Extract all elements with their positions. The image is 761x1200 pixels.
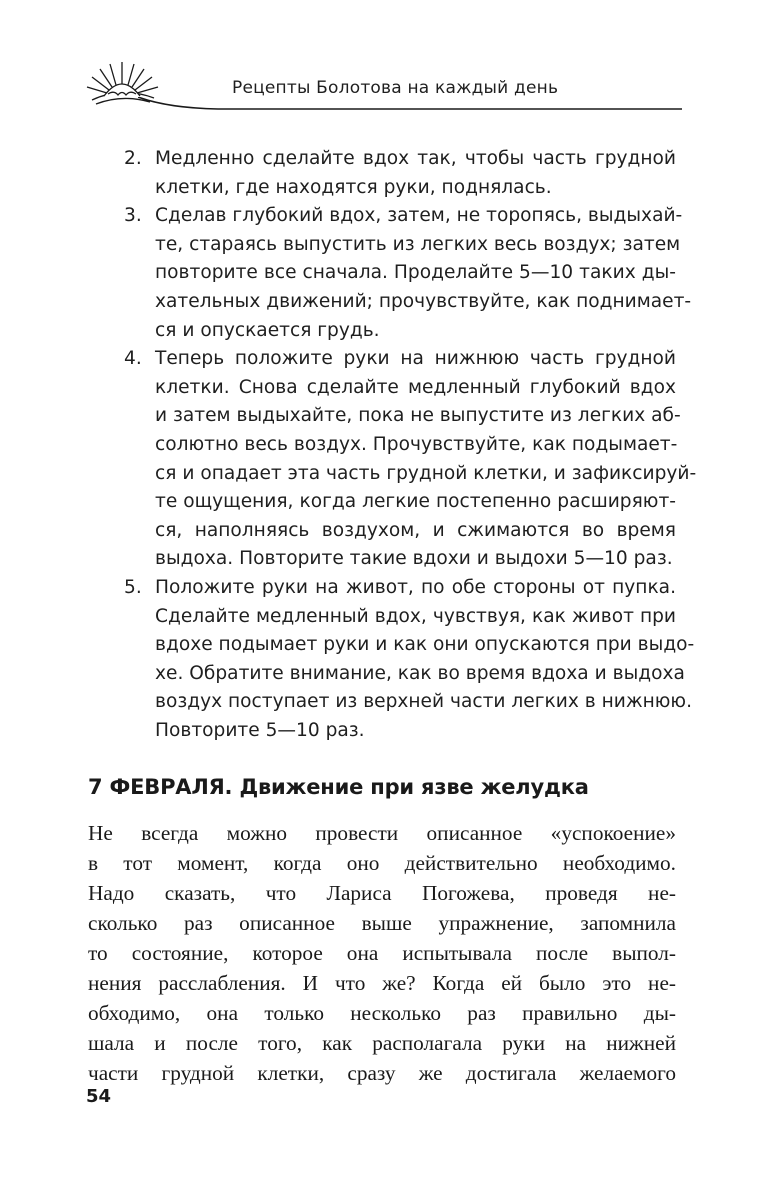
list-item-line: Медленно сделайте вдох так, чтобы часть грудной [155,148,676,169]
list-item-line: те ощущения, когда легкие постепенно расширяют- [155,491,676,513]
list-item-number: 5. [124,576,142,598]
body-text-line: то состояние, которое она испытывала после выпол- [88,941,676,965]
list-item-number: 3. [124,205,142,227]
body-text-line: части грудной клетки, сразу же достигала желаемого [88,1061,676,1085]
list-item-line: выдоха. Повторите такие вдохи и выдохи 5—10 раз. [155,548,673,570]
list-item-line: хательных движений; прочувствуйте, как поднимает- [155,290,692,312]
list-item-line: и затем выдыхайте, пока не выпустите из легких аб- [155,405,681,427]
section-body [88,818,676,1088]
list-item-line: солютно весь воздух. Прочувствуйте, как подымает- [155,433,678,455]
body-text-line: шала и после того, как располагала руки на нижней [88,1031,676,1055]
list-item [124,202,692,345]
list-item-line: повторите все сначала. Проделайте 5—10 таких ды- [155,262,676,284]
list-item-line: ся и опускается грудь. [155,319,380,341]
running-header-title: Рецепты Болотова на каждый день [232,78,559,98]
list-item-line: вдохе подымает руки и как они опускаются при выдо- [155,634,695,656]
list-item-line: клетки. Снова сделайте медленный глубокий вдох [155,376,676,398]
list-item-line: клетки, где находятся руки, поднялась. [155,176,552,198]
list-item-line: те, стараясь выпустить из легких весь воздух; затем [155,233,681,255]
list-item-line: Повторите 5—10 раз. [155,719,365,741]
section-heading: 7 ФЕВРАЛЯ. Движение при язве желудка [88,775,589,799]
running-header [82,60,682,120]
list-item-line: ся, наполняясь воздухом, и сжимаются во время [155,519,676,541]
body-text-line: обходимо, она только несколько раз правильно ды- [88,1001,676,1025]
body-text-line: Не всегда можно провести описанное «успокоение» [88,821,676,845]
list-item-line: Сделайте медленный вдох, чувствуя, как живот при [155,605,676,627]
list-item-line: хе. Обратите внимание, как во время вдоха и выдоха [155,662,685,684]
page-number: 54 [86,1086,112,1107]
list-item-line: ся и опадает эта часть грудной клетки, и зафиксируй- [155,462,697,484]
list-item [124,145,676,202]
list-item-number: 4. [124,348,142,370]
list-item [124,574,695,746]
list-item-number: 2. [124,148,142,169]
body-text-line: сколько раз описанное выше упражнение, запомнила [88,911,676,935]
body-text-line: Надо сказать, что Лариса Погожева, проведя не- [88,881,676,905]
numbered-instructions [124,145,697,745]
body-text-line: в тот момент, когда оно действительно необходимо. [88,851,676,875]
list-item-line: воздух поступает из верхней части легких в нижнюю. [155,691,692,713]
list-item-line: Сделав глубокий вдох, затем, не торопясь, выдыхай- [155,205,683,227]
header-divider [138,97,682,111]
list-item [124,345,697,574]
list-item-line: Теперь положите руки на нижнюю часть грудной [155,348,676,370]
list-item-line: Положите руки на живот, по обе стороны от пупка. [155,576,676,598]
body-text-line: нения расслабления. И что же? Когда ей было это не- [88,971,676,995]
